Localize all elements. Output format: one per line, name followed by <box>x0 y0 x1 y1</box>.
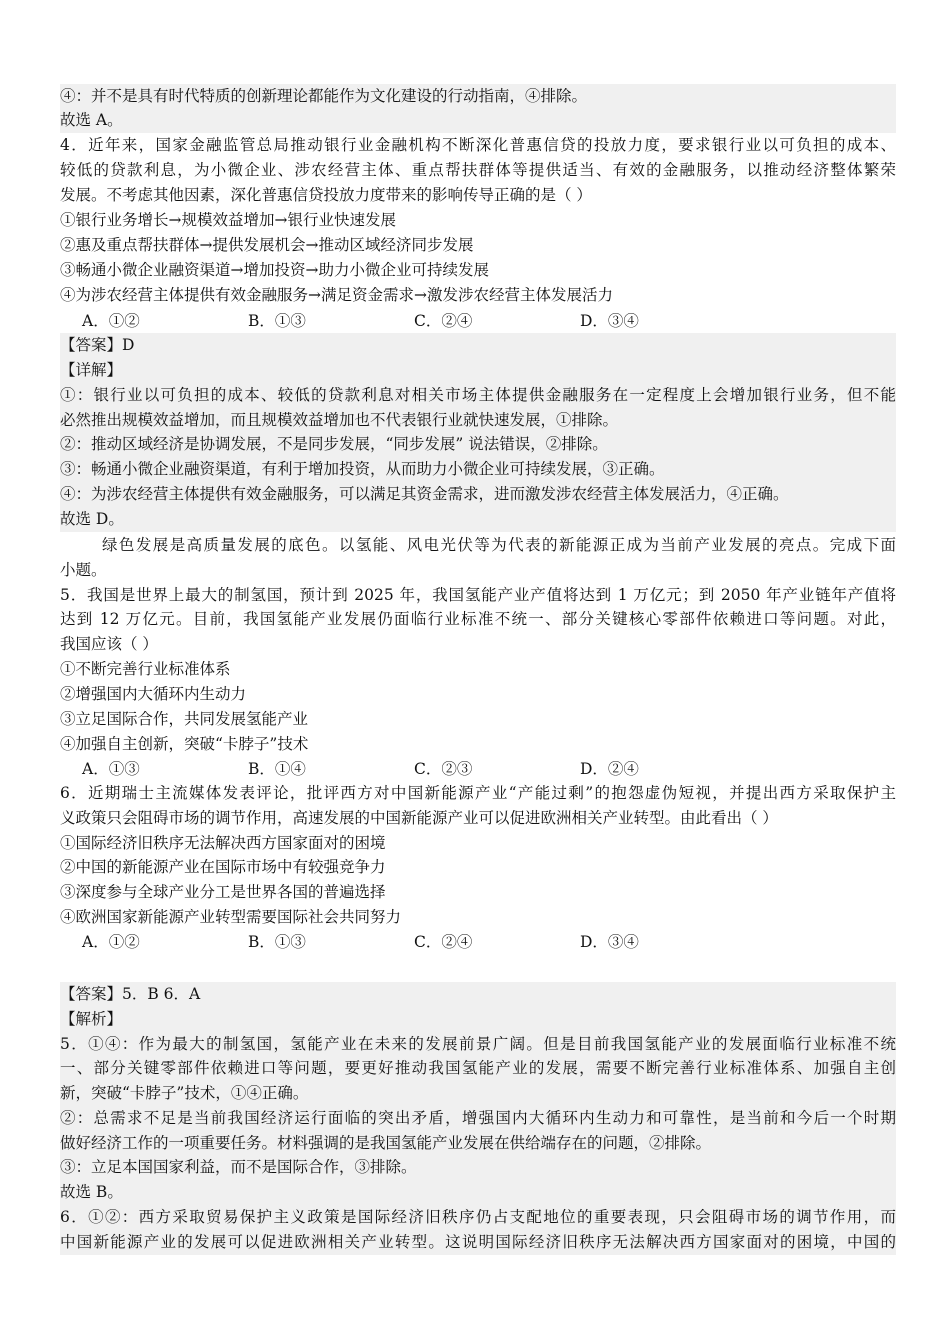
text-line: 一、部分关键零部件依赖进口等问题，要更好推动我国氢能产业的发展，需要不断完善行业标准体系、加强自主创 <box>60 1056 896 1081</box>
text-line: ③：立足本国国家利益，而不是国际合作，③排除。 <box>60 1155 896 1180</box>
text-line: 义政策只会阻碍市场的调节作用，高速发展的中国新能源产业可以促进欧洲相关产业转型。由此看出（ ） <box>60 809 778 827</box>
text-line: ③深度参与全球产业分工是世界各国的普遍选择 <box>60 883 386 901</box>
text-line: ②：总需求不足是当前我国经济运行面临的突出矛盾，增强国内大循环内生动力和可靠性，是当前和今后一个时期 <box>60 1106 896 1131</box>
text-line: 故选 B。 <box>60 1180 896 1205</box>
text-line: ②惠及重点帮扶群体→提供发展机会→推动区域经济同步发展 <box>60 236 474 254</box>
text-line: 【答案】D <box>60 333 896 358</box>
text-line: 中国新能源产业的发展可以促进欧洲相关产业转型。这说明国际经济旧秩序无法解决西方国家面对的困境，中国的 <box>60 1230 896 1255</box>
answer-option: B．①④ <box>248 760 306 778</box>
text-line: 6．①②：西方采取贸易保护主义政策是国际经济旧秩序仍占支配地位的重要表现，只会阻碍市场的调节作用，而 <box>60 1205 896 1230</box>
text-line: 发展。不考虑其他因素，深化普惠信贷投放力度带来的影响传导正确的是（ ） <box>60 186 592 204</box>
text-line: 小题。 <box>60 561 107 579</box>
text-line: ④：为涉农经营主体提供有效金融服务，可以满足其资金需求，进而激发涉农经营主体发展活力，④正确。 <box>60 482 896 507</box>
answer-option: D．③④ <box>580 933 639 951</box>
text-line: 必然推出规模效益增加，而且规模效益增加也不代表银行业就快速发展，①排除。 <box>60 408 896 433</box>
text-line: 做好经济工作的一项重要任务。材料强调的是我国氢能产业发展在供给端存在的问题，②排除。 <box>60 1131 896 1156</box>
text-line: 达到 12 万亿元。目前，我国氢能产业发展仍面临行业标准不统一、部分关键核心零部件依赖进口等问题。对此， <box>60 610 896 628</box>
text-line: 故选 A。 <box>60 108 896 133</box>
text-line: ④为涉农经营主体提供有效金融服务→满足资金需求→激发涉农经营主体发展活力 <box>60 286 613 304</box>
answer-options-line <box>60 757 896 782</box>
answer-option: C．②③ <box>414 760 473 778</box>
text-line: ④加强自主创新，突破“卡脖子”技术 <box>60 735 309 753</box>
text-line: ④：并不是具有时代特质的创新理论都能作为文化建设的行动指南，④排除。 <box>60 84 896 109</box>
text-line: 新，突破“卡脖子”技术，①④正确。 <box>60 1081 896 1106</box>
answer-options-line <box>60 309 896 334</box>
answer-option: B．①③ <box>248 933 306 951</box>
text-line: ①：银行业以可负担的成本、较低的贷款利息对相关市场主体提供金融服务在一定程度上会增加银行业务，但不能 <box>60 383 896 408</box>
text-line: ②增强国内大循环内生动力 <box>60 685 247 703</box>
answer-option: A．①③ <box>82 760 140 778</box>
answer-option: A．①② <box>82 312 140 330</box>
text-line: ②：推动区域经济是协调发展，不是同步发展，“同步发展” 说法错误，②排除。 <box>60 432 896 457</box>
text-line: 我国应该（ ） <box>60 635 158 653</box>
answer-option: C．②④ <box>414 312 473 330</box>
answer-option: D．③④ <box>580 312 639 330</box>
text-line: 【答案】5．B 6．A <box>60 982 896 1007</box>
text-line: 绿色发展是高质量发展的底色。以氢能、风电光伏等为代表的新能源正成为当前产业发展的亮点。完成下面 <box>102 536 896 554</box>
text-line: ①不断完善行业标准体系 <box>60 660 231 678</box>
text-line: ①银行业务增长→规模效益增加→银行业快速发展 <box>60 211 396 229</box>
answer-option: C．②④ <box>414 933 473 951</box>
text-line: 4．近年来，国家金融监管总局推动银行业金融机构不断深化普惠信贷的投放力度，要求银行业以可负担的成本、 <box>60 136 896 154</box>
answer-option: D．②④ <box>580 760 639 778</box>
text-line: 5．①④：作为最大的制氢国，氢能产业在未来的发展前景广阔。但是目前我国氢能产业的发展面临行业标准不统 <box>60 1032 896 1057</box>
text-line: ②中国的新能源产业在国际市场中有较强竞争力 <box>60 858 386 876</box>
answer-option: B．①③ <box>248 312 306 330</box>
text-line: ③畅通小微企业融资渠道→增加投资→助力小微企业可持续发展 <box>60 261 489 279</box>
text-line: 【解析】 <box>60 1007 896 1032</box>
text-line: ③：畅通小微企业融资渠道，有利于增加投资，从而助力小微企业可持续发展，③正确。 <box>60 457 896 482</box>
text-line: 6．近期瑞士主流媒体发表评论，批评西方对中国新能源产业“产能过剩”的抱怨虚伪短视，并提出西方采取保护主 <box>60 784 896 802</box>
text-line: 5．我国是世界上最大的制氢国，预计到 2025 年，我国氢能产业产值将达到 1 万亿元；到 2050 年产业链年产值将 <box>60 586 896 604</box>
answer-options-line <box>60 930 896 955</box>
text-line: 较低的贷款利息，为小微企业、涉农经营主体、重点帮扶群体等提供适当、有效的金融服务，以推动经济整体繁荣 <box>60 161 896 179</box>
text-line: 【详解】 <box>60 358 896 383</box>
text-line: ③立足国际合作，共同发展氢能产业 <box>60 710 309 728</box>
text-line: ④欧洲国家新能源产业转型需要国际社会共同努力 <box>60 908 402 926</box>
text-line: 故选 D。 <box>60 507 896 532</box>
answer-option: A．①② <box>82 933 140 951</box>
text-line: ①国际经济旧秩序无法解决西方国家面对的困境 <box>60 834 386 852</box>
